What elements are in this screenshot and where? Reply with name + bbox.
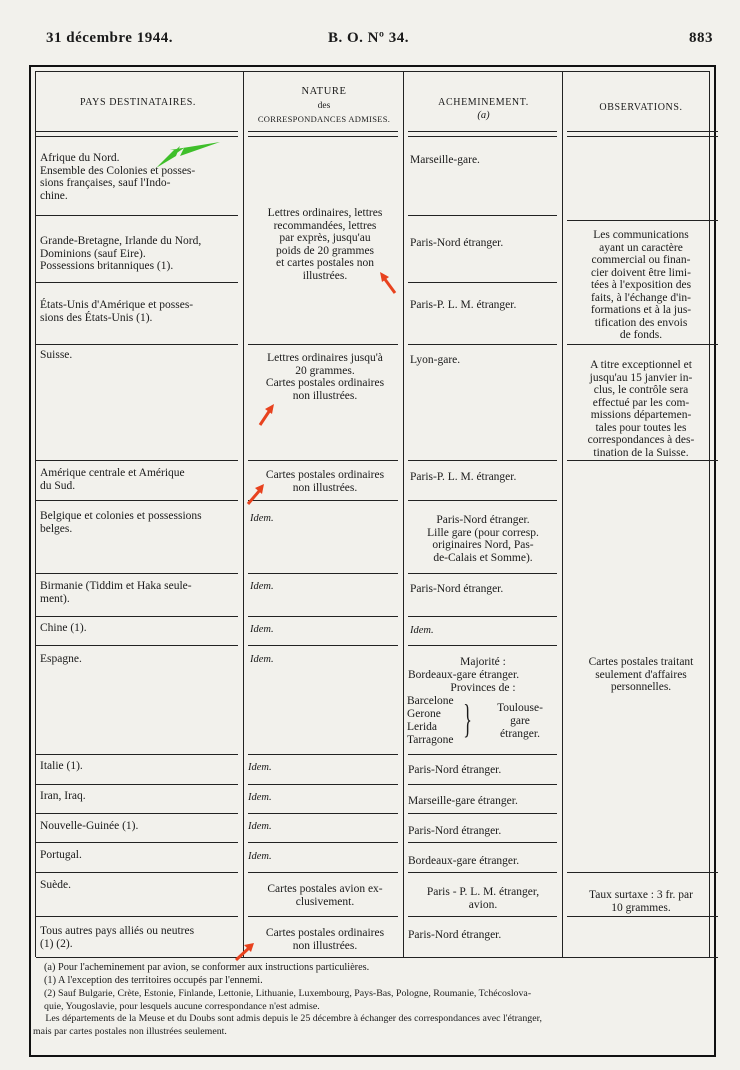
row-rule <box>408 215 557 216</box>
obs-suisse: A titre exceptionnel et jusqu'au 15 janvier in- clus, le contrôle sera effectué par les com- missions départemen- tales pour toutes les correspondances à des- tination de la Suisse. <box>587 359 695 459</box>
nature-lettres-ordinaires: Lettres ordinaires, lettres recommandées, lettres par exprès, jusqu'au poids de 20 grammes et cartes postales non illustrées. <box>267 207 383 282</box>
nature-suisse: Lettres ordinaires jusqu'à 20 grammes. Cartes postales ordinaires non illustrées. <box>265 352 385 402</box>
header-rule <box>567 131 718 132</box>
footnote-1: (1) A l'exception des territoires occupés par l'ennemi. <box>44 975 263 986</box>
nature-idem: Idem. <box>250 513 274 524</box>
col-header-pays: PAYS DESTINATAIRES. <box>80 97 196 108</box>
row-rule <box>248 784 398 785</box>
col-header-nature-sub: CORRESPONDANCES ADMISES. <box>257 114 391 124</box>
column-divider <box>403 72 404 957</box>
ach-provinces-label: Provinces de : <box>450 682 516 694</box>
row-rule <box>36 500 238 501</box>
obs-espagne: Cartes postales traitant seulement d'affaires personnelles. <box>588 656 694 693</box>
ach-paris-nord: Paris-Nord étranger. <box>408 929 502 941</box>
nature-idem: Idem. <box>250 654 274 665</box>
ach-bordeaux-gare-etranger: Bordeaux-gare étranger. <box>408 855 520 867</box>
row-rule <box>248 842 398 843</box>
row-rule <box>36 842 238 843</box>
row-rule <box>248 645 398 646</box>
pays-iran-iraq: Iran, Iraq. <box>40 790 86 802</box>
ach-marseille-gare-etranger: Marseille-gare étranger. <box>408 795 518 807</box>
pays-nouvelle-guinee: Nouvelle-Guinée (1). <box>40 820 139 832</box>
red-arrow-icon <box>244 482 266 508</box>
table-bottom-rule <box>36 957 718 958</box>
red-arrow-icon <box>232 940 256 964</box>
row-rule <box>408 645 557 646</box>
nature-idem: Idem. <box>250 581 274 592</box>
nature-suede: Cartes postales avion ex- clusivement. <box>267 883 383 908</box>
ach-paris-nord: Paris-Nord étranger. <box>408 825 502 837</box>
row-rule <box>408 872 557 873</box>
row-rule <box>36 215 238 216</box>
pays-belgique: Belgique et colonies et possessions belges. <box>40 510 202 535</box>
ach-lyon-gare: Lyon-gare. <box>410 354 461 366</box>
row-rule <box>36 754 238 755</box>
column-divider <box>562 72 563 957</box>
nature-autres: Cartes postales ordinaires non illustrées. <box>265 927 385 952</box>
nature-idem: Idem. <box>248 792 272 803</box>
nature-idem: Idem. <box>248 762 272 773</box>
pays-afrique-nord: Afrique du Nord. Ensemble des Colonies et posses- sions françaises, sauf l'Indo- chine. <box>40 152 196 202</box>
row-rule <box>567 916 718 917</box>
bulletin-number: B. O. Nº 34. <box>328 30 409 46</box>
row-rule <box>248 872 398 873</box>
red-arrow-icon <box>256 402 276 428</box>
row-rule <box>408 460 557 461</box>
row-rule <box>408 916 557 917</box>
ach-provinces-list: Barcelone Gerone Lerida Tarragone <box>407 695 454 746</box>
col-header-nature-des: des <box>317 101 331 111</box>
pays-amerique: Amérique centrale et Amérique du Sud. <box>40 467 185 492</box>
brace-icon: } <box>463 696 472 741</box>
pays-suede: Suède. <box>40 879 71 891</box>
nature-idem: Idem. <box>250 624 274 635</box>
ach-marseille-gare: Marseille-gare. <box>410 154 480 166</box>
obs-suede: Taux surtaxe : 3 fr. par 10 grammes. <box>589 889 693 914</box>
header-rule <box>36 136 238 137</box>
pays-portugal: Portugal. <box>40 849 82 861</box>
ach-paris-nord-lille: Paris-Nord étranger. Lille gare (pour corresp. originaires Nord, Pas- de-Calais et Somme). <box>427 514 539 564</box>
ach-bordeaux-gare: Bordeaux-gare étranger. <box>408 669 520 681</box>
row-rule <box>408 282 557 283</box>
row-rule <box>36 784 238 785</box>
row-rule <box>36 460 238 461</box>
col-header-nature: NATURE <box>301 86 347 97</box>
footnote-a: (a) Pour l'acheminement par avion, se conformer aux instructions particulières. <box>44 962 370 973</box>
row-rule <box>567 872 718 873</box>
header-rule <box>36 131 238 132</box>
row-rule <box>36 645 238 646</box>
nature-idem: Idem. <box>248 851 272 862</box>
header-rule <box>408 136 557 137</box>
ach-toulouse-gare: Toulouse- gare étranger. <box>497 702 543 740</box>
header-rule <box>248 136 398 137</box>
green-arrow-icon <box>150 138 222 174</box>
row-rule <box>248 916 398 917</box>
row-rule <box>567 460 718 461</box>
column-divider <box>243 72 244 957</box>
header-rule <box>248 131 398 132</box>
pays-espagne: Espagne. <box>40 653 82 665</box>
row-rule <box>408 573 557 574</box>
footnote-2: (2) Sauf Bulgarie, Crète, Estonie, Finlande, Lettonie, Lithuanie, Luxembourg, Pays-Bas, Pologne, Roumanie, Tchécoslova- quie, Yougoslavie, pour lesquels aucune correspondance n'est admise. <box>44 988 532 1012</box>
red-arrow-icon <box>378 270 398 296</box>
ach-paris-nord: Paris-Nord étranger. <box>408 764 502 776</box>
row-rule <box>408 842 557 843</box>
pays-chine: Chine (1). <box>40 622 87 634</box>
row-rule <box>567 344 718 345</box>
row-rule <box>36 872 238 873</box>
ach-paris-plm: Paris-P. L. M. étranger. <box>410 471 517 483</box>
row-rule <box>248 344 398 345</box>
row-rule <box>408 784 557 785</box>
ach-idem: Idem. <box>410 625 434 636</box>
ach-paris-nord: Paris-Nord étranger. <box>410 237 504 249</box>
col-header-acheminement-note: (a) <box>477 110 490 121</box>
row-rule <box>36 616 238 617</box>
pays-etats-unis: États-Unis d'Amérique et posses- sions des États-Unis (1). <box>40 299 194 324</box>
page-number: 883 <box>689 30 713 46</box>
row-rule <box>408 616 557 617</box>
row-rule <box>248 573 398 574</box>
row-rule <box>408 754 557 755</box>
row-rule <box>567 220 718 221</box>
pays-grande-bretagne: Grande-Bretagne, Irlande du Nord, Dominions (sauf Eire). Possessions britanniques (1). <box>40 235 202 272</box>
row-rule <box>408 500 557 501</box>
col-header-acheminement: ACHEMINEMENT. <box>438 97 529 108</box>
ach-paris-plm: Paris-P. L. M. étranger. <box>410 299 517 311</box>
page-date: 31 décembre 1944. <box>46 30 173 46</box>
ach-majorite-label: Majorité : <box>460 656 506 668</box>
row-rule <box>36 916 238 917</box>
row-rule <box>248 460 398 461</box>
pays-suisse: Suisse. <box>40 349 73 361</box>
obs-communications: Les communications ayant un caractère commercial ou finan- cier doivent être limi- tées à l'exposition des faits, à l'échange d'in- formations et à la jus- tification des envois de fonds. <box>590 229 692 341</box>
row-rule <box>248 616 398 617</box>
header-rule <box>567 136 718 137</box>
row-rule <box>36 344 238 345</box>
row-rule <box>36 282 238 283</box>
row-rule <box>36 573 238 574</box>
row-rule <box>248 813 398 814</box>
footnote-note: Les départements de la Meuse et du Doubs sont admis depuis le 25 décembre à échanger des correspondances avec l'étranger, mais par cartes postales non illustrées seulement. <box>33 1013 542 1037</box>
nature-idem: Idem. <box>248 821 272 832</box>
pays-italie: Italie (1). <box>40 760 83 772</box>
pays-autres: Tous autres pays alliés ou neutres (1) (2). <box>40 925 195 950</box>
header-rule <box>408 131 557 132</box>
ach-paris-nord: Paris-Nord étranger. <box>410 583 504 595</box>
row-rule <box>408 813 557 814</box>
pays-birmanie: Birmanie (Tiddim et Haka seule- ment). <box>40 580 192 605</box>
row-rule <box>248 754 398 755</box>
col-header-observations: OBSERVATIONS. <box>599 102 683 113</box>
ach-paris-plm-avion: Paris - P. L. M. étranger, avion. <box>426 886 540 911</box>
nature-amerique: Cartes postales ordinaires non illustrées. <box>265 469 385 494</box>
row-rule <box>36 813 238 814</box>
row-rule <box>408 344 557 345</box>
row-rule <box>248 500 398 501</box>
